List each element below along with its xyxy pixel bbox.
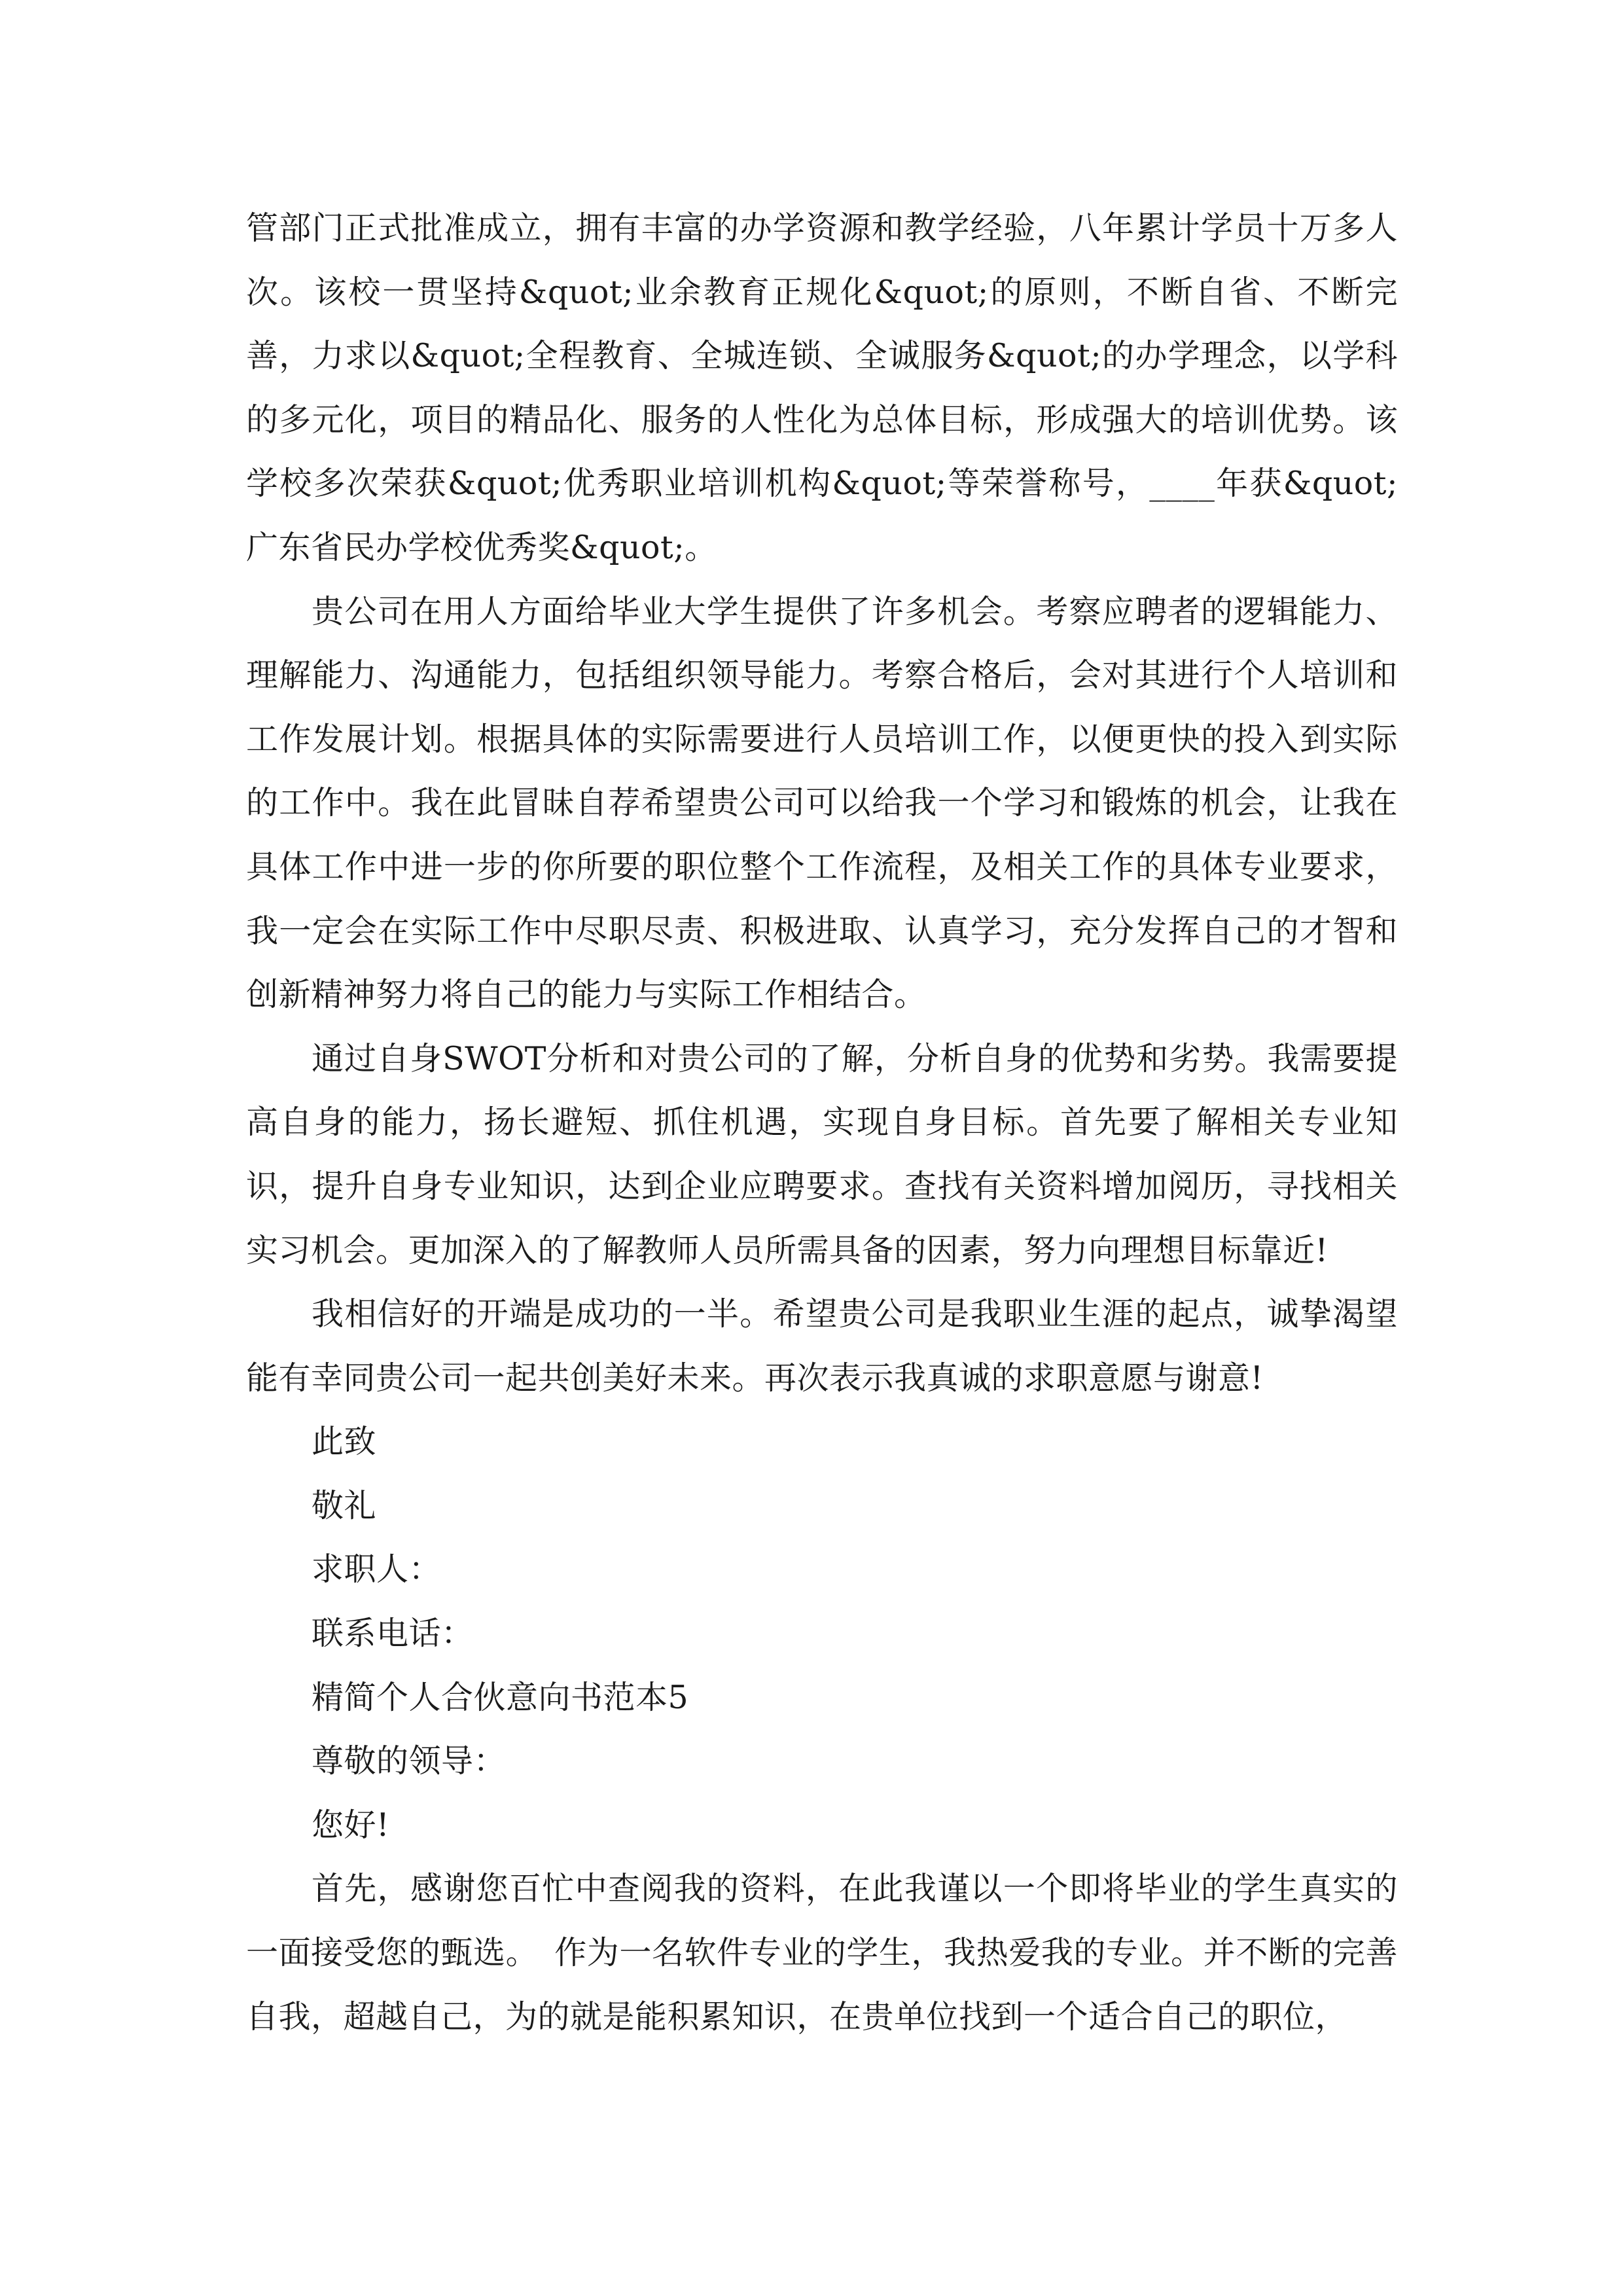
salutation: 尊敬的领导：: [312, 1742, 507, 1780]
section-title: 精简个人合伙意向书范本5: [312, 1678, 689, 1716]
greeting-hello: 您好!: [312, 1806, 390, 1844]
paragraph-company-opportunities: 贵公司在用人方面给毕业大学生提供了许多机会。考察应聘者的逻辑能力、理解能力、沟通能力，包括组织领导能力。考察合格后，会对其进行个人培训和工作发展计划。根据具体的实际需要进行人员培训工作，以便更快的投入到实际的工作中。我在此冒昧自荐希望贵公司可以给我一个学习和锻炼的机会，让我在具体工作中进一步的你所要的职位整个工作流程，及相关工作的具体专业要求，我一定会在实际工作中尽职尽责、积极进取、认真学习，充分发挥自己的才智和创新精神努力将自己的能力与实际工作相结合。: [246, 592, 1398, 1014]
paragraph-swot-analysis: 通过自身SWOT分析和对贵公司的了解，分析自身的优势和劣势。我需要提高自身的能力，扬长避短、抓住机遇，实现自身目标。首先要了解相关专业知识，提升自身专业知识，达到企业应聘要求。查找有关资料增加阅历，寻找相关实习机会。更加深入的了解教师人员所需具备的因素，努力向理想目标靠近!: [246, 1039, 1398, 1269]
closing-greeting: 此致: [312, 1423, 377, 1461]
paragraph-good-start: 我相信好的开端是成功的一半。希望贵公司是我职业生涯的起点，诚挚渴望能有幸同贵公司一起共创美好未来。再次表示我真诚的求职意愿与谢意!: [246, 1295, 1398, 1397]
paragraph-school-intro: 管部门正式批准成立，拥有丰富的办学资源和教学经验，八年累计学员十万多人次。该校一贯坚持&quot;业余教育正规化&quot;的原则，不断自省、不断完善，力求以&quot;全程教育、全城连锁、全诚服务&quot;的办学理念，以学科的多元化，项目的精品化、服务的人性化为总体目标，形成强大的培训优势。该学校多次荣获&quot;优秀职业培训机构&quot;等荣誉称号，____年获&quot;广东省民办学校优秀奖&quot;。: [246, 209, 1398, 566]
document-body: [246, 196, 1398, 2049]
paragraph-thanks: 首先，感谢您百忙中查阅我的资料，在此我谨以一个即将毕业的学生真实的一面接受您的甄选。 作为一名软件专业的学生，我热爱我的专业。并不断的完善自我，超越自己，为的就是能积累知识，在贵单位找到一个适合自己的职位，: [246, 1870, 1398, 2036]
applicant-label: 求职人：: [312, 1551, 442, 1588]
closing-salute: 敬礼: [312, 1486, 377, 1524]
phone-label: 联系电话：: [312, 1615, 474, 1653]
